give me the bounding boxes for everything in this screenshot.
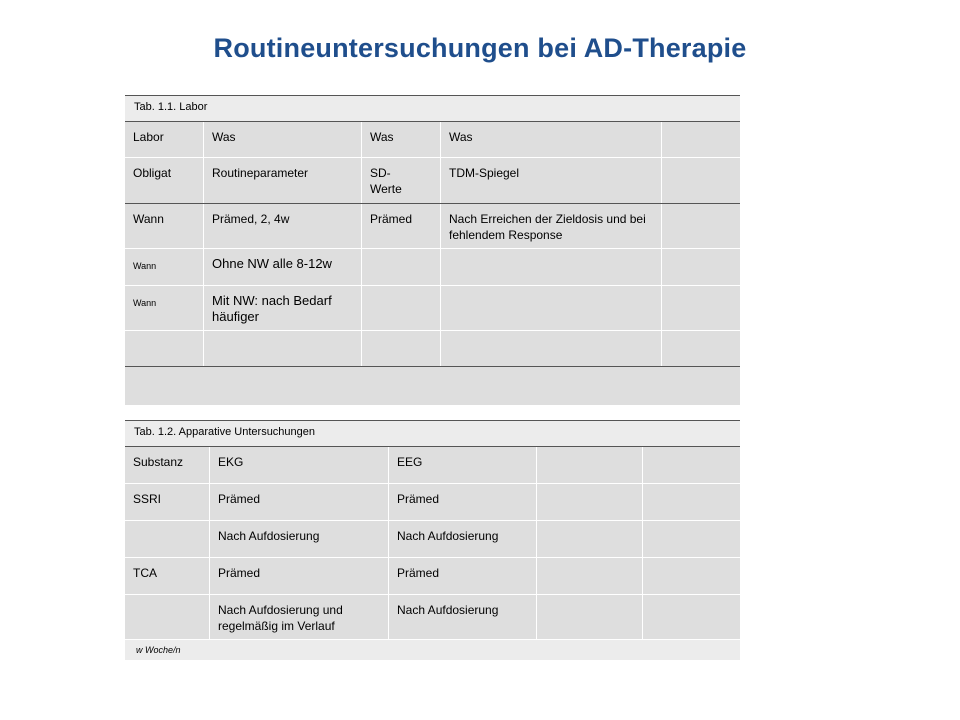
table-cell (662, 204, 740, 248)
table-row (125, 249, 740, 286)
table-cell: Nach Aufdosierung (389, 595, 537, 639)
table-cell: Prämed (210, 558, 389, 594)
table-cell: Wann (125, 249, 204, 285)
page-title: Routineuntersuchungen bei AD-Therapie (213, 33, 747, 63)
table-cell: Nach Aufdosierung (389, 521, 537, 557)
table-cell: Wann (125, 204, 204, 248)
table-cell (662, 249, 740, 285)
table-cell: TCA (125, 558, 210, 594)
table-cell (441, 286, 662, 330)
table-cell (441, 331, 662, 366)
apparative-table (125, 420, 740, 660)
table-cell: SD- Werte (362, 158, 441, 203)
table-cell (125, 595, 210, 639)
table-caption: Tab. 1.2. Apparative Untersuchungen (125, 420, 740, 447)
table-cell (643, 595, 740, 639)
table-caption: Tab. 1.1. Labor (125, 95, 740, 122)
table-cell: Was (441, 122, 662, 157)
table-cell (537, 521, 643, 557)
table-row (125, 558, 740, 595)
table-footer (125, 367, 740, 405)
table-cell: Prämed (389, 558, 537, 594)
table-cell (537, 595, 643, 639)
table-cell: Obligat (125, 158, 204, 203)
table-row (125, 286, 740, 331)
table-cell (643, 558, 740, 594)
table-row (125, 521, 740, 558)
table-cell (662, 331, 740, 366)
table-cell: Prämed (389, 484, 537, 520)
table-cell (643, 447, 740, 483)
table-cell (204, 331, 362, 366)
table-cell (362, 331, 441, 366)
table-cell: Ohne NW alle 8-12w (204, 249, 362, 285)
table-row (125, 158, 740, 204)
table-cell: Was (362, 122, 441, 157)
table-cell: TDM-Spiegel (441, 158, 662, 203)
table-cell: Was (204, 122, 362, 157)
table-row (125, 122, 740, 158)
labor-table (125, 95, 740, 405)
table-row (125, 595, 740, 640)
table-cell: Nach Aufdosierung (210, 521, 389, 557)
table-cell (643, 484, 740, 520)
table-cell: Substanz (125, 447, 210, 483)
table-cell (362, 286, 441, 330)
table-cell (537, 484, 643, 520)
table-cell: SSRI (125, 484, 210, 520)
table-row (125, 447, 740, 484)
table-cell (441, 249, 662, 285)
table-cell: Routineparameter (204, 158, 362, 203)
table-cell: EEG (389, 447, 537, 483)
table-cell: Prämed, 2, 4w (204, 204, 362, 248)
table-cell: Prämed (362, 204, 441, 248)
table-cell: Labor (125, 122, 204, 157)
table-cell (662, 158, 740, 203)
table-cell: Wann (125, 286, 204, 330)
table-cell (125, 331, 204, 366)
table-row (125, 484, 740, 521)
table-cell: Nach Aufdosierung und regelmäßig im Verlauf (210, 595, 389, 639)
table-cell (662, 286, 740, 330)
table-footnote: w Woche/n (125, 640, 740, 660)
table-cell: Prämed (210, 484, 389, 520)
table-cell: Nach Erreichen der Zieldosis und bei fehlendem Response (441, 204, 662, 248)
table-cell (662, 122, 740, 157)
table-cell: EKG (210, 447, 389, 483)
table-cell (125, 521, 210, 557)
table-cell (643, 521, 740, 557)
table-cell (537, 447, 643, 483)
table-cell (362, 249, 441, 285)
table-row (125, 204, 740, 249)
table-cell: Mit NW: nach Bedarf häufiger (204, 286, 362, 330)
table-row (125, 331, 740, 367)
table-cell (537, 558, 643, 594)
